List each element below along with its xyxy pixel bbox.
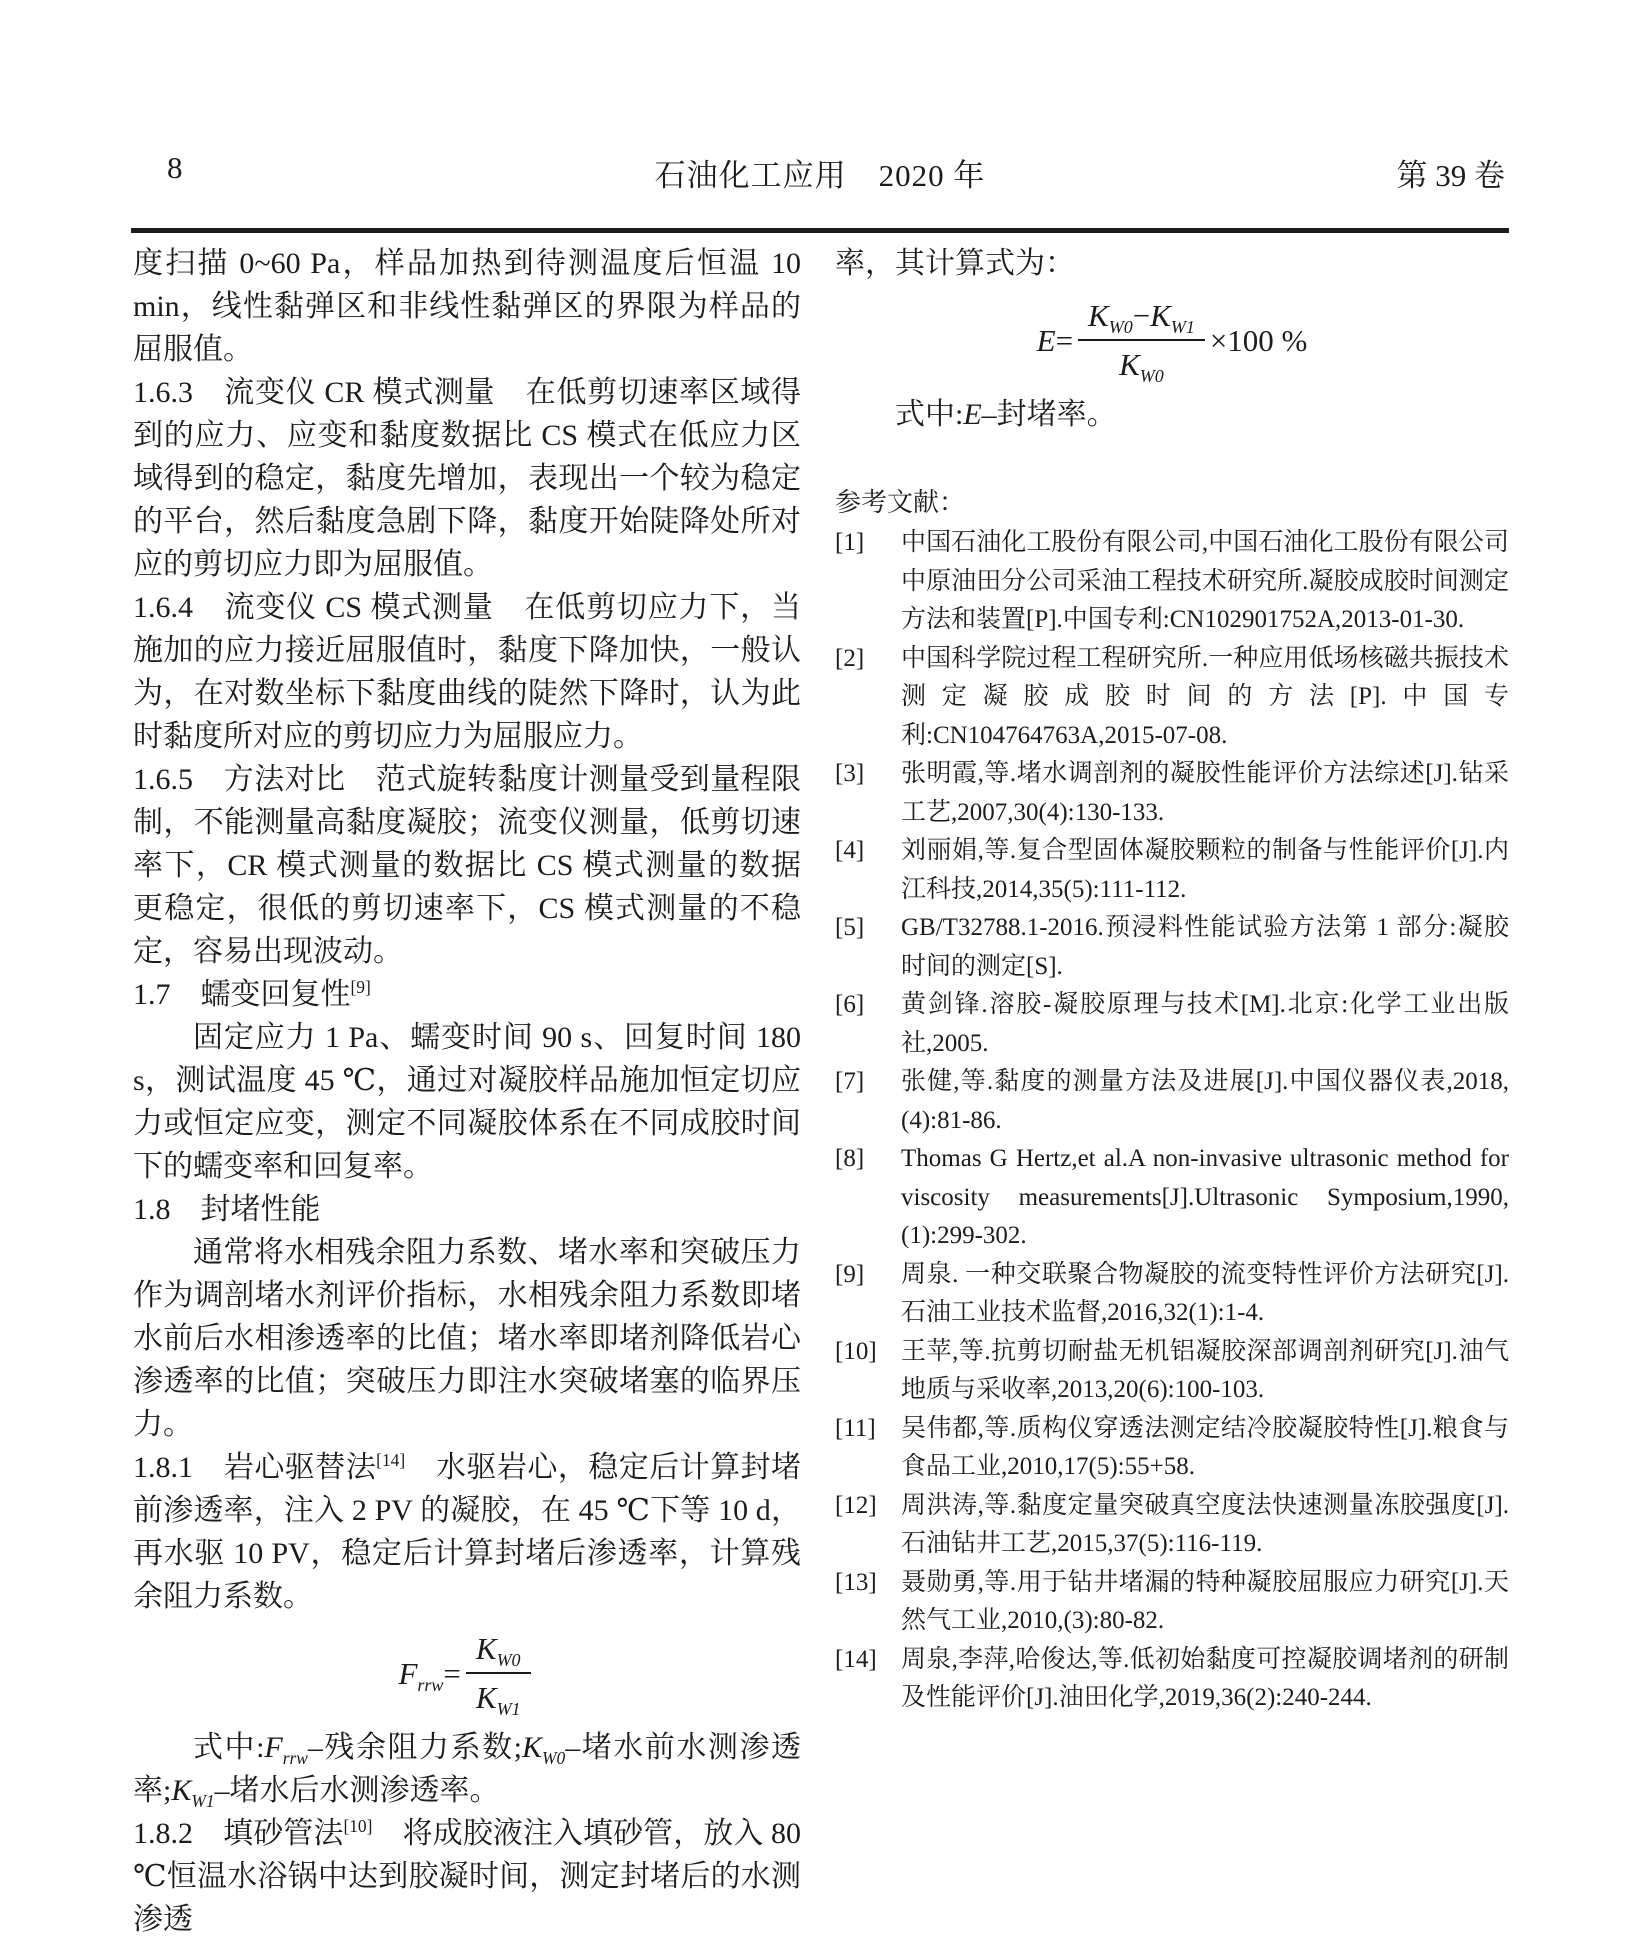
fraction-denominator [475, 1674, 521, 1720]
reference-item [835, 1140, 1509, 1256]
text-segment: 式中: [895, 398, 964, 432]
text-segment: –残余阻力系数; [307, 1731, 523, 1765]
heading-1-7 [133, 973, 801, 1016]
residual-resistance-formula [133, 1630, 801, 1720]
reference-text: 周洪涛,等.黏度定量突破真空度法快速测量冻胶强度[J].石油钻井工艺,2015,37(5):116-119. [901, 1491, 1509, 1558]
text-segment: E [963, 398, 982, 432]
paragraph-continuation-right: 率，其计算式为： [835, 247, 1075, 280]
reference-item [835, 1487, 1509, 1564]
text-segment: [10] [343, 1816, 373, 1837]
reference-text: GB/T32788.1-2016.预浸料性能试验方法第 1 部分:凝胶时间的测定[S]. [901, 914, 1509, 980]
section-1-8-2-paragraph [133, 1812, 801, 1941]
reference-number: [7] [835, 1068, 865, 1096]
reference-number: [12] [835, 1491, 877, 1519]
reference-text: 周泉,李萍,哈俊达,等.低初始黏度可控凝胶调堵剂的研制及性能评价[J].油田化学,2019,36(2):240-244. [901, 1645, 1509, 1712]
section-1-8-1-paragraph [133, 1446, 801, 1618]
text-segment: 水驱岩心，稳定后计算封堵前渗透率，注入 2 PV 的凝胶，在 45 ℃下等 10 d，再水驱 10 PV，稳定后计算封堵后渗透率，计算残余阻力系数。 [133, 1451, 802, 1613]
reference-number: [3] [835, 760, 865, 788]
text-segment: 1.8.1 岩心驱替法 [133, 1451, 377, 1484]
reference-item [835, 524, 1509, 640]
references-list [835, 524, 1509, 1718]
reference-item [835, 1564, 1509, 1641]
reference-text: 吴伟都,等.质构仪穿透法测定结冷胶凝胶特性[J].粮食与食品工业,2010,17(5):55+58. [901, 1414, 1509, 1481]
text-segment: K [522, 1731, 543, 1765]
reference-item [835, 1256, 1509, 1333]
reference-item [835, 1641, 1509, 1718]
text-segment: E [1036, 322, 1056, 358]
reference-text: 聂勋勇,等.用于钻井堵漏的特种凝胶屈服应力研究[J].天然气工业,2010,(3):80-82. [901, 1568, 1509, 1635]
reference-number: [11] [835, 1414, 876, 1442]
fraction-denominator [1119, 341, 1164, 387]
reference-number: [2] [835, 644, 865, 672]
reference-item [835, 832, 1509, 909]
text-segment: W0 [1139, 366, 1164, 387]
text-segment: K [1088, 298, 1109, 333]
reference-item [835, 755, 1509, 832]
formula-lhs [398, 1655, 461, 1695]
text-segment: 将成胶液注入填砂管，放入 80 ℃恒温水浴锅中达到胶凝时间，测定封堵后的水测渗透 [133, 1817, 802, 1937]
plugging-rate-formula [835, 297, 1509, 387]
left-column [133, 242, 801, 1941]
paragraph-continuation-left: 度扫描 0~60 Pa，样品加热到待测温度后恒温 10 min，线性黏弹区和非线性黏弹区的界限为样品的屈服值。 [133, 247, 801, 366]
reference-item [835, 1063, 1509, 1140]
reference-text: 王苹,等.抗剪切耐盐无机铝凝胶深部调剖剂研究[J].油气地质与采收率,2013,20(6):100-103. [901, 1337, 1509, 1404]
section-1-6-5-paragraph: 1.6.5 方法对比 范式旋转黏度计测量受到量程限制，不能测量高黏度凝胶；流变仪测量，低剪切速率下，CR 模式测量的数据比 CS 模式测量的数据更稳定，很低的剪切速率下，CS 模式测量的不稳定，容易出现波动。 [133, 763, 801, 968]
volume-label: 第 39 卷 [1396, 158, 1505, 193]
reference-item [835, 640, 1509, 756]
text-segment: [9] [350, 977, 371, 997]
text-segment: 1.8.2 填砂管法 [133, 1817, 344, 1851]
reference-number: [1] [835, 529, 865, 557]
reference-number: [4] [835, 837, 865, 865]
text-segment: –堵水后水测渗透率。 [214, 1774, 500, 1808]
formula-legend-frrw [133, 1726, 801, 1812]
text-segment: K [475, 1680, 497, 1716]
reference-text: 张健,等.黏度的测量方法及进展[J].中国仪器仪表,2018,(4):81-86. [901, 1068, 1509, 1134]
formula-lhs [1037, 322, 1073, 359]
text-segment: 1.7 蠕变回复性 [133, 978, 351, 1011]
reference-text: 中国科学院过程工程研究所.一种应用低场核磁共振技术测定凝胶成胶时间的方法[P].中国专利:CN104764763A,2015-07-08. [901, 644, 1509, 749]
text-segment: F [398, 1655, 418, 1691]
fraction-numerator [1078, 297, 1205, 341]
reference-text: Thomas G Hertz,et al.A non-invasive ultrasonic method for viscosity measurements[J].Ultrasonic Symposium,1990,(1):299-302. [901, 1145, 1509, 1250]
fraction-numerator [466, 1630, 531, 1674]
reference-text: 刘丽娟,等.复合型固体凝胶颗粒的制备与性能评价[J].内江科技,2014,35(5):111-112. [901, 837, 1509, 903]
text-segment: F [264, 1731, 283, 1765]
page-header [133, 150, 1507, 192]
reference-item [835, 909, 1509, 986]
reference-number: [10] [835, 1337, 877, 1365]
text-segment: –封堵率。 [981, 398, 1117, 432]
reference-text: 张明霞,等.堵水调剖剂的凝胶性能评价方法综述[J].钻采工艺,2007,30(4):130-133. [901, 760, 1509, 826]
reference-number: [13] [835, 1568, 877, 1596]
reference-text: 周泉. 一种交联聚合物凝胶的流变特性评价方法研究[J].石油工业技术监督,2016,32(1):1-4. [901, 1260, 1509, 1327]
fraction [466, 1630, 531, 1720]
paragraph-plugging-performance: 通常将水相残余阻力系数、堵水率和突破压力作为调剖堵水剂评价指标，水相残余阻力系数即堵水前后水相渗透率的比值；堵水率即堵剂降低岩心渗透率的比值；突破压力即注水突破堵塞的临界压力。 [133, 1236, 801, 1441]
reference-item [835, 1410, 1509, 1487]
text-segment: W1 [191, 1791, 215, 1812]
text-segment: ×100 % [1209, 322, 1308, 358]
header-rule [131, 228, 1509, 233]
section-1-6-4-paragraph: 1.6.4 流变仪 CS 模式测量 在低剪切应力下，当施加的应力接近屈服值时，黏度下降加快，一般认为，在对数坐标下黏度曲线的陡然下降时，认为此时黏度所对应的剪切应力为屈服应力。 [133, 591, 801, 753]
reference-number: [9] [835, 1260, 865, 1288]
text-segment: − [1132, 298, 1151, 333]
fraction [1078, 297, 1205, 387]
text-segment: K [1119, 347, 1140, 383]
text-segment: K [1150, 298, 1171, 333]
text-segment: = [1055, 322, 1074, 358]
text-segment: rrw [417, 1674, 444, 1695]
text-segment: –堵水前水测渗透率; [133, 1731, 801, 1808]
text-segment: W0 [1108, 317, 1133, 338]
references-title: 参考文献： [835, 488, 966, 518]
reference-number: [8] [835, 1145, 865, 1173]
reference-text: 中国石油化工股份有限公司,中国石油化工股份有限公司中原油田分公司采油工程技术研究所.凝胶成胶时间测定方法和装置[P].中国专利:CN102901752A,2013-01-30. [901, 529, 1509, 634]
reference-number: [14] [835, 1645, 877, 1673]
right-column [835, 242, 1509, 1941]
heading-1-8: 1.8 封堵性能 [133, 1193, 321, 1226]
reference-text: 黄剑锋.溶胶-凝胶原理与技术[M].北京:化学工业出版社,2005. [901, 991, 1509, 1057]
text-segment: W1 [496, 1699, 521, 1720]
page-body [133, 242, 1509, 1941]
text-segment: W0 [496, 1650, 521, 1671]
text-segment: W0 [542, 1748, 566, 1769]
formula-rhs [1210, 322, 1308, 359]
reference-item [835, 986, 1509, 1063]
journal-title: 石油化工应用 2020 年 [654, 158, 986, 193]
text-segment: rrw [282, 1748, 308, 1769]
text-segment: K [475, 1631, 497, 1666]
section-1-6-3-paragraph: 1.6.3 流变仪 CR 模式测量 在低剪切速率区域得到的应力、应变和黏度数据比 CS 模式在低应力区域得到的稳定，黏度先增加，表现出一个较为稳定的平台，然后黏度急剧下降，黏度开始陡降处所对应的剪切应力即为屈服值。 [133, 376, 801, 581]
formula-legend-e [835, 393, 1509, 436]
text-segment: = [443, 1655, 461, 1691]
text-segment: K [171, 1774, 192, 1808]
text-segment: [14] [376, 1450, 406, 1470]
reference-number: [5] [835, 914, 865, 942]
reference-number: [6] [835, 991, 865, 1019]
paragraph-creep-recovery: 固定应力 1 Pa、蠕变时间 90 s、回复时间 180 s，测试温度 45 ℃，通过对凝胶样品施加恒定切应力或恒定应变，测定不同凝胶体系在不同成胶时间下的蠕变率和回复率。 [133, 1021, 801, 1183]
text-segment: W1 [1170, 317, 1195, 338]
reference-item [835, 1333, 1509, 1410]
text-segment: 式中: [193, 1731, 265, 1765]
page-number: 8 [167, 150, 183, 185]
